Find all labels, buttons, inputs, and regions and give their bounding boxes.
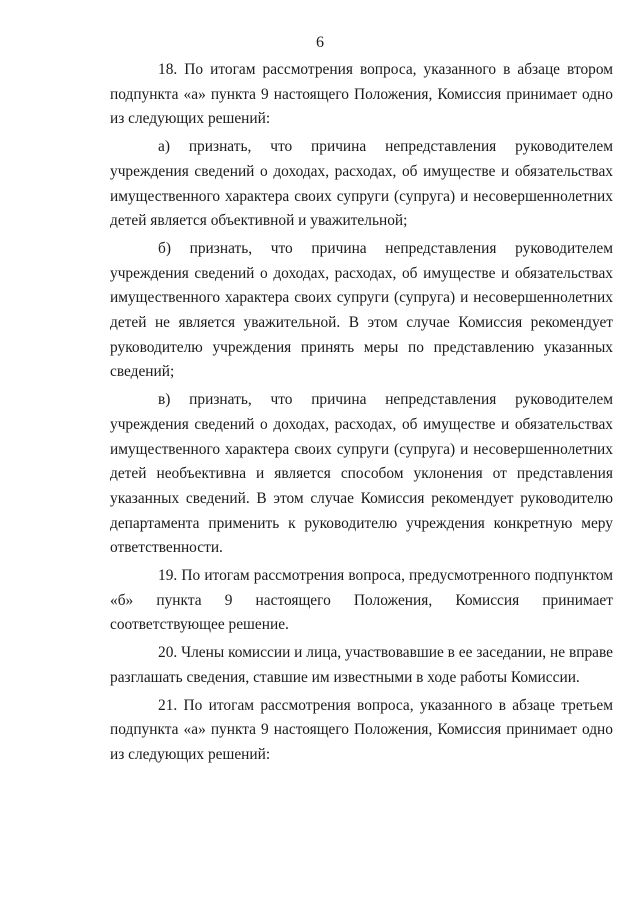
paragraph-21: 21. По итогам рассмотрения вопроса, указанного в абзаце третьем подпункта «а» пункта 9 настоящего Положения, Комиссия принимает одно из следующих решений: (110, 696, 613, 763)
paragraph-18-option-b: б) признать, что причина непредставления руководителем учреждения сведений о доходах, расходах, об имуществе и обязательствах имущественного характера своих супруги (супруга) и несовершеннолетних детей не является уважительной. В этом случае Комиссия рекомендует руководителю учреждения принять меры по представлению указанных сведений; (110, 239, 613, 381)
document-body (110, 58, 613, 768)
paragraph-18: 18. По итогам рассмотрения вопроса, указанного в абзаце втором подпункта «а» пункта 9 настоящего Положения, Комиссия принимает одно из следующих решений: (110, 61, 613, 128)
paragraph-20: 20. Члены комиссии и лица, участвовавшие в ее заседании, не вправе разглашать сведения, ставшие им известными в ходе работы Комиссии. (110, 644, 613, 686)
page-number: 6 (316, 34, 324, 51)
paragraph-18-option-v: в) признать, что причина непредставления руководителем учреждения сведений о доходах, расходах, об имуществе и обязательствах имущественного характера своих супруги (супруга) и несовершеннолетних детей необъективна и является способом уклонения от представления указанных сведений. В этом случае Комиссия рекомендует руководителю департамента применить к руководителю учреждения конкретную меру ответственности. (110, 391, 613, 557)
paragraph-19: 19. По итогам рассмотрения вопроса, предусмотренного подпунктом «б» пункта 9 настоящего Положения, Комиссия принимает соответствующее решение. (110, 567, 613, 634)
paragraph-18-option-a: а) признать, что причина непредставления руководителем учреждения сведений о доходах, расходах, об имуществе и обязательствах имущественного характера своих супруги (супруга) и несовершеннолетних детей является объективной и уважительной; (110, 138, 613, 230)
